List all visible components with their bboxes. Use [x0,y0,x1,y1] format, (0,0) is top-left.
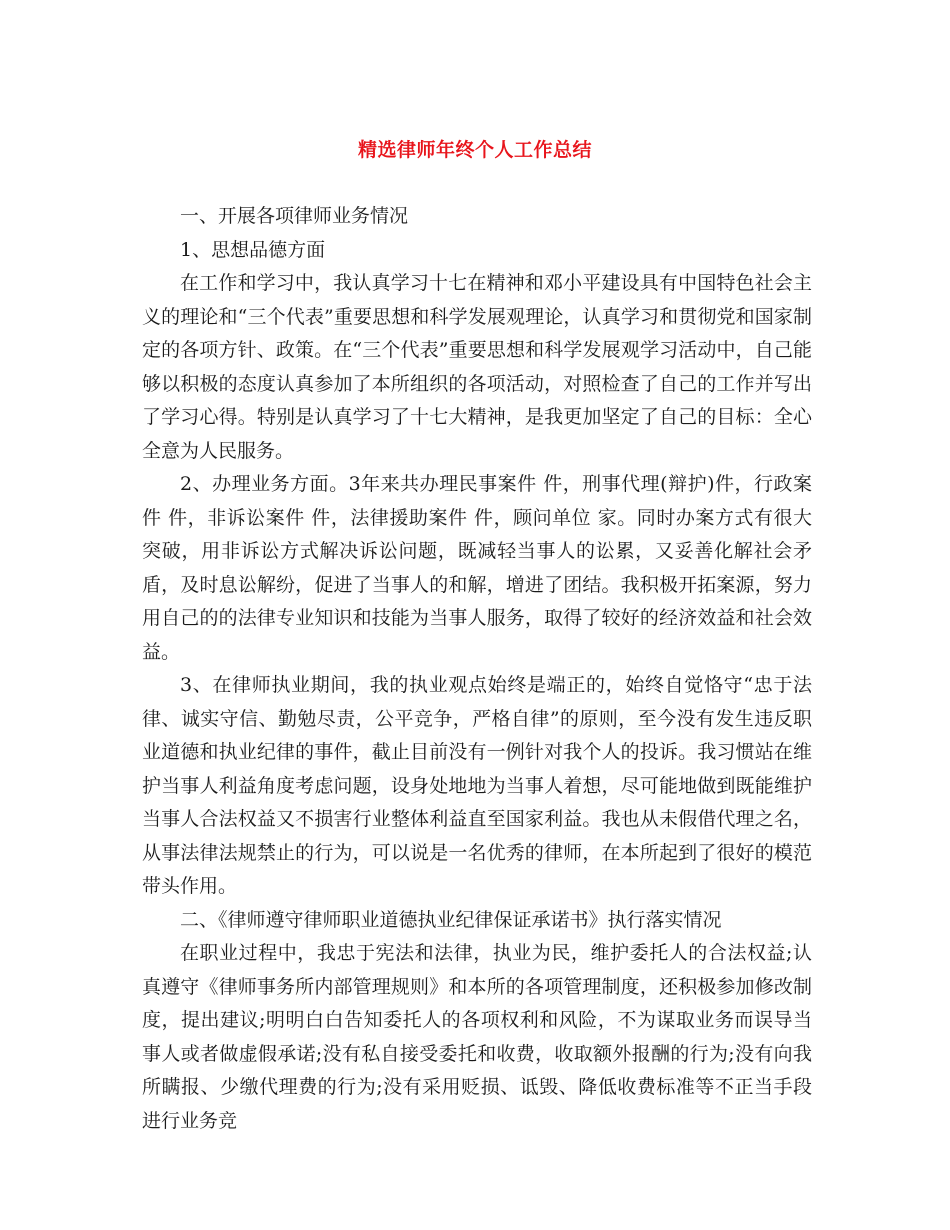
section-heading: 二、《律师遵守律师职业道德执业纪律保证承诺书》执行落实情况 [180,908,722,931]
body-paragraph: 3、在律师执业期间，我的执业观点始终是端正的，始终自觉恪守“忠于法律、诚实守信、勤勉尽责，公平竞争，严格自律”的原则，至今没有发生违反职业道德和执业纪律的事件，截止目前没有一例针对我个人的投诉。我习惯站在维护当事人利益角度考虑问题，设身处地地为当事人着想，尽可能地做到既能维护当事人合法权益又不损害行业整体利益直至国家利益。我也从未假借代理之名，从事法律法规禁止的行为，可以说是一名优秀的律师，在本所起到了很好的模范带头作用。 [142,674,812,897]
body-paragraph: 在工作和学习中，我认真学习十七在精神和邓小平建设具有中国特色社会主义的理论和“三个代表”重要思想和科学发展观理论，认真学习和贯彻党和国家制定的各项方针、政策。在“三个代表”重要思想和科学发展观学习活动中，自己能够以积极的态度认真参加了本所组织的各项活动，对照检查了自己的工作并写出了学习心得。特别是认真学习了十七大精神，是我更加坚定了自己的目标：全心全意为人民服务。 [142,272,812,462]
body-paragraph: 2、办理业务方面。3年来共办理民事案件 件，刑事代理(辩护)件，行政案件 件，非诉讼案件 件，法律援助案件 件，顾问单位 家。同时办案方式有很大突破，用非诉讼方式解决诉讼问题，既减轻当事人的讼累，又妥善化解社会矛盾，及时息讼解纷，促进了当事人的和解，增进了团结。我积极开拓案源，努力用自己的的法律专业知识和技能为当事人服务，取得了较好的经济效益和社会效益。 [142,473,812,663]
body-paragraph: 在职业过程中，我忠于宪法和法律，执业为民，维护委托人的合法权益;认真遵守《律师事务所内部管理规则》和本所的各项管理制度，还积极参加修改制度，提出建议;明明白白告知委托人的各项权利和风险，不为谋取业务而误导当事人或者做虚假承诺;没有私自接受委托和收费，收取额外报酬的行为;没有向我所瞒报、少缴代理费的行为;没有采用贬损、诋毁、降低收费标准等不正当手段进行业务竞 [142,942,812,1132]
document-body [142,200,812,1138]
section-heading: 一、开展各项律师业务情况 [180,205,409,227]
subsection-heading: 1、思想品德方面 [180,238,326,261]
page-title: 精选律师年终个人工作总结 [357,139,592,161]
